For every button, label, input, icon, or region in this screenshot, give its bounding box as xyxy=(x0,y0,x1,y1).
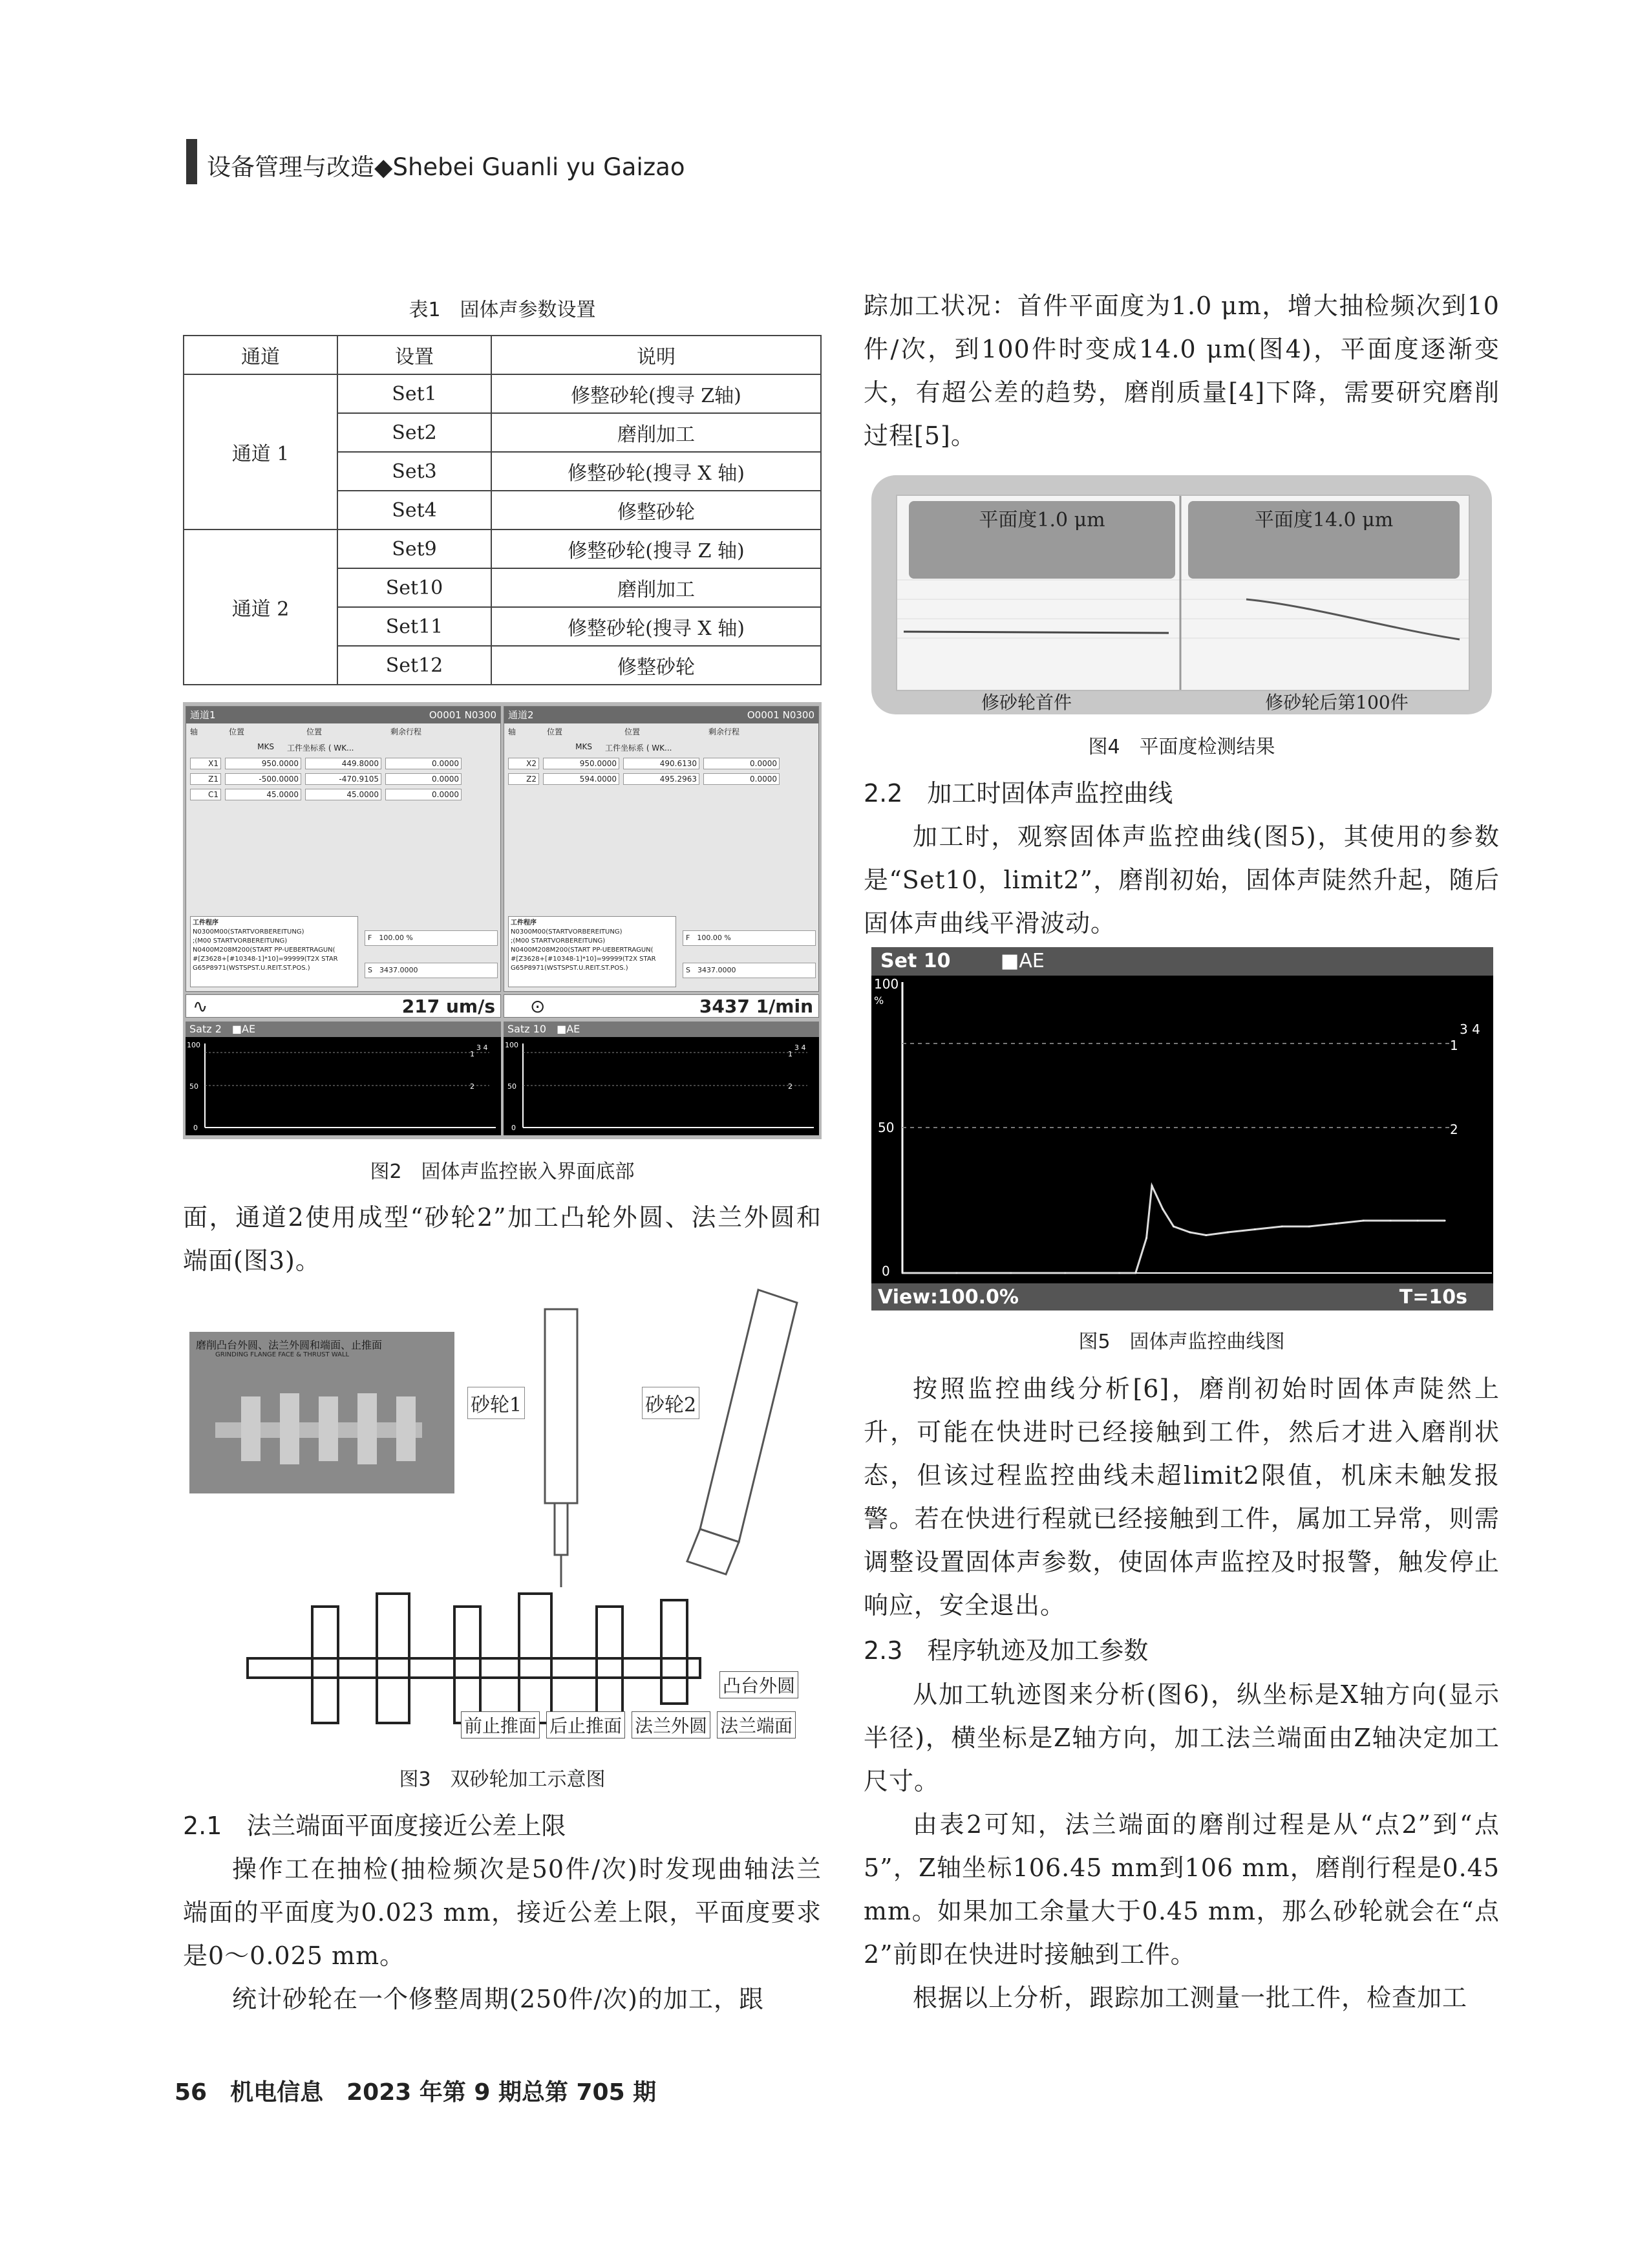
ae-data-point xyxy=(1254,1228,1256,1230)
cnc-axis-cell: 950.0000 xyxy=(225,758,301,769)
mini-y-tick: 50 xyxy=(189,1082,198,1091)
cnc-axis-cell: 0.0000 xyxy=(385,773,462,785)
paragraph xyxy=(864,284,1500,458)
paragraph-text: 按照监控曲线分析[6]，磨削初始时固体声陡然上升，可能在快进时已经接触到工件，然后才进入磨削状态，但该过程监控曲线未超limit2限值，机床未触发报警。若在快进行程就已经接触到工件，属加工异常，则需调整设置固体声参数，使固体声监控及时报警，触发停止响应，安全退出。 xyxy=(864,1375,1500,1620)
paragraph-text: 从加工轨迹图来分析(图6)，纵坐标是X轴方向(显示半径)，横坐标是Z轴方向，加工法兰端面由Z轴决定加工尺寸。 xyxy=(864,1680,1500,1795)
cnc-subheader-cell: MKS xyxy=(575,742,592,751)
ae-data-point xyxy=(1390,1220,1392,1222)
limit-mark: 3 4 xyxy=(1460,1022,1480,1037)
paragraph-text: 操作工在抽检(抽检频次是50件/次)时发现曲轴法兰端面的平面度为0.023 mm，接近公差上限，平面度要求是0～0.025 mm。 xyxy=(183,1855,822,1970)
photo-subtitle: GRINDING FLANGE FACE & THRUST WALL xyxy=(215,1351,350,1358)
cnc-panel-channel2 xyxy=(504,706,819,992)
spindle-value: 3437.0000 xyxy=(697,966,736,974)
limit-mark: 1 xyxy=(1450,1038,1458,1053)
fig5-caption: 图5 固体声监控曲线图 xyxy=(1078,1331,1285,1353)
y-unit-label: % xyxy=(874,994,884,1007)
label-rear-thrust: 后止推面 xyxy=(546,1711,625,1738)
ae-data-point xyxy=(1281,1226,1283,1228)
chart-title: Set 10 xyxy=(880,950,951,972)
cnc-header-cell: 位置 xyxy=(306,727,323,736)
spindle-label: S xyxy=(686,966,690,974)
cnc-subheader-row xyxy=(186,740,500,756)
section-heading: 2.3 程序轨迹及加工参数 xyxy=(864,1636,1149,1665)
ae-data-point xyxy=(955,1272,957,1274)
cnc-axis-cell: -470.9105 xyxy=(305,773,381,785)
paragraph-text: 统计砂轮在一个修整周期(250件/次)的加工，跟 xyxy=(232,1985,764,2013)
table-cell: 修整砂轮(搜寻 Z 轴) xyxy=(491,530,821,568)
table-cell: 磨削加工 xyxy=(491,568,821,607)
cnc-program-title: 工件程序 xyxy=(193,919,218,926)
ae-data-point xyxy=(1151,1185,1153,1187)
label-front-thrust: 前止推面 xyxy=(461,1711,540,1738)
table-row xyxy=(184,374,821,413)
spindle-label: S xyxy=(368,966,372,974)
ae-data-point xyxy=(1308,1226,1310,1228)
cnc-axis-cell: Z1 xyxy=(190,773,221,785)
cnc-panel-title xyxy=(504,707,818,723)
table-cell: 磨削加工 xyxy=(491,413,821,452)
cnc-axis-cell: 490.6130 xyxy=(623,758,699,769)
fig3-diagram xyxy=(183,1283,822,1749)
ae-data-point xyxy=(1205,1234,1207,1236)
table-cell: Set9 xyxy=(337,530,491,568)
view-readout: View:100.0% xyxy=(878,1286,1019,1309)
fig2-cnc-screenshot xyxy=(183,702,822,1139)
table-cell-channel: 通道 2 xyxy=(184,530,337,685)
cnc-axis-row xyxy=(504,756,818,771)
table-cell: Set11 xyxy=(337,607,491,646)
channel-name: 通道1 xyxy=(190,709,216,721)
mini-chart-legend: AE xyxy=(242,1023,256,1035)
mini-y-tick: 50 xyxy=(507,1082,516,1091)
flatness-label-100th: 平面度14.0 μm xyxy=(1188,501,1460,579)
speed-value: 217 um/s xyxy=(401,996,495,1017)
ae-data-point xyxy=(1444,1220,1446,1222)
section-body xyxy=(864,815,1500,945)
table1 xyxy=(183,335,822,685)
mini-chart-plot xyxy=(186,1037,501,1135)
table1-caption: 表1 固体声参数设置 xyxy=(409,299,596,321)
chart-footer xyxy=(871,1283,1493,1311)
cnc-feed-field xyxy=(365,930,498,946)
paragraph-text: 踪加工状况：首件平面度为1.0 μm，增大抽检频次到10件/次，到100件时变成14.0 μm(图4)，平面度逐渐变大，有超公差的趋势，磨削质量[4]下降，需要研究磨削过程[5]。 xyxy=(864,292,1500,450)
cnc-program-line: G65P8971(WSTSPST.U.REIT.ST.POS.) xyxy=(511,965,628,972)
spindle-icon: ⊙ xyxy=(530,996,546,1017)
table-cell: Set1 xyxy=(337,374,491,413)
cnc-axis-row xyxy=(186,787,500,802)
cnc-program-box xyxy=(508,916,676,987)
spindle-speed-readout xyxy=(504,994,819,1018)
ae-data-point xyxy=(1417,1220,1419,1222)
table-cell: 修整砂轮(搜寻 X 轴) xyxy=(491,607,821,646)
ae-data-point xyxy=(1162,1208,1164,1210)
ae-data-point xyxy=(1134,1272,1136,1274)
ae-data-point xyxy=(1363,1220,1365,1222)
label-flange-face: 法兰端面 xyxy=(717,1711,796,1738)
cnc-axis-cell: X2 xyxy=(508,758,539,769)
cnc-program-box xyxy=(190,916,358,987)
cnc-header-cell: 剩余行程 xyxy=(390,727,422,736)
cnc-spindle-field xyxy=(683,963,816,978)
table-cell: 修整砂轮(搜寻 Z轴) xyxy=(491,374,821,413)
limit-mark: 2 xyxy=(1450,1122,1458,1137)
cnc-axis-cell: 0.0000 xyxy=(385,758,462,769)
cnc-subheader-cell: 工件坐标系 ( WK... xyxy=(605,744,672,753)
cnc-header-cell: 位置 xyxy=(547,727,563,736)
table-cell: Set10 xyxy=(337,568,491,607)
paragraph-text: 由表2可知，法兰端面的磨削过程是从“点2”到“点5”，Z轴坐标106.45 mm到106 mm，磨削行程是0.45 mm。如果加工余量大于0.45 mm，那么砂轮就会在“点2”前即在快进时接触到工件。 xyxy=(864,1810,1500,1969)
cnc-program-line: N0400M208M200(START PP-UEBERTRAGUN( xyxy=(193,947,335,954)
cnc-axis-cell: 45.0000 xyxy=(305,789,381,800)
cnc-axis-cell: -500.0000 xyxy=(225,773,301,785)
cnc-axis-cell: 0.0000 xyxy=(703,758,780,769)
mini-limit-mark: 3 4 xyxy=(476,1043,488,1052)
feed-value: 100.00 % xyxy=(697,934,731,942)
table-cell: 修整砂轮(搜寻 X 轴) xyxy=(491,452,821,491)
chart-paper xyxy=(896,495,1470,691)
table-header-cell: 说明 xyxy=(491,336,821,374)
mini-chart-set: Satz 10 xyxy=(507,1023,547,1035)
cnc-header-row xyxy=(186,723,500,740)
ae-data-point xyxy=(1010,1272,1012,1274)
mini-y-tick: 0 xyxy=(193,1124,198,1132)
feed-speed-readout xyxy=(186,994,501,1018)
ae-data-point xyxy=(1173,1226,1175,1228)
cnc-spindle-field xyxy=(365,963,498,978)
cnc-panel-channel1 xyxy=(186,706,501,992)
fig4-caption: 图4 平面度检测结果 xyxy=(1088,736,1275,758)
table-cell: 修整砂轮 xyxy=(491,646,821,685)
table-cell: Set4 xyxy=(337,491,491,530)
chart-header xyxy=(871,947,1493,976)
ae-series-line xyxy=(902,1186,1445,1273)
table-cell: Set2 xyxy=(337,413,491,452)
table-row xyxy=(184,530,821,568)
fig4-bottom-label-first: 修砂轮首件 xyxy=(981,692,1072,713)
program-id: O0001 N0300 xyxy=(429,709,496,721)
mini-limit-mark: 2 xyxy=(470,1082,474,1091)
cnc-header-row xyxy=(504,723,818,740)
fig5-ae-chart xyxy=(871,947,1493,1311)
mini-limit-mark: 2 xyxy=(788,1082,793,1091)
cnc-program-line: N0400M208M200(START PP-UEBERTRAGUN( xyxy=(511,947,654,954)
table-cell: Set3 xyxy=(337,452,491,491)
cnc-subheader-row xyxy=(504,740,818,756)
cnc-subheader-cell: MKS xyxy=(257,742,274,751)
table-header-row xyxy=(184,336,821,374)
mini-chart-plot xyxy=(504,1037,819,1135)
mini-y-tick: 100 xyxy=(187,1041,200,1049)
feed-label: F xyxy=(686,934,690,942)
table-cell: 修整砂轮 xyxy=(491,491,821,530)
speed-value: 3437 1/min xyxy=(699,996,813,1017)
ae-data-point xyxy=(1335,1223,1337,1225)
label-boss-od: 凸台外圆 xyxy=(719,1671,798,1698)
y-tick-label: 50 xyxy=(878,1120,895,1135)
fig3-caption: 图3 双砂轮加工示意图 xyxy=(399,1768,606,1791)
section-heading: 2.1 法兰端面平面度接近公差上限 xyxy=(183,1812,566,1840)
ae-data-point xyxy=(1064,1272,1066,1274)
cnc-header-cell: 位置 xyxy=(624,727,641,736)
label-flange-od: 法兰外圆 xyxy=(632,1711,710,1738)
table-header-cell: 通道 xyxy=(184,336,337,374)
cnc-axis-cell: 594.0000 xyxy=(543,773,619,785)
header-bar xyxy=(186,139,197,184)
fig2-caption: 图2 固体声监控嵌入界面底部 xyxy=(370,1161,635,1183)
y-tick-label: 0 xyxy=(882,1263,890,1279)
mini-y-tick: 100 xyxy=(505,1041,518,1049)
paragraph xyxy=(864,1367,1500,1627)
channel-name: 通道2 xyxy=(508,709,534,721)
feed-value: 100.00 % xyxy=(379,934,413,942)
ae-data-point xyxy=(1227,1232,1229,1234)
cnc-axis-row xyxy=(186,771,500,787)
chart-legend: ■AE xyxy=(1001,950,1045,972)
cnc-program-line: N0300M00(STARTVORBEREITUNG) xyxy=(193,928,304,936)
cnc-axis-row xyxy=(504,771,818,787)
mini-chart-set: Satz 2 xyxy=(189,1023,222,1035)
wheel1-label: 砂轮1 xyxy=(467,1387,525,1419)
paragraph-text: 加工时，观察固体声监控曲线(图5)，其使用的参数是“Set10，limit2”，磨削初始，固体声陡然升起，随后固体声曲线平滑波动。 xyxy=(864,822,1500,937)
section-heading: 2.2 加工时固体声监控曲线 xyxy=(864,779,1173,808)
mini-limit-mark: 1 xyxy=(470,1050,474,1058)
cnc-feed-field xyxy=(683,930,816,946)
wheel2-label: 砂轮2 xyxy=(642,1387,699,1419)
cnc-axis-cell: 0.0000 xyxy=(703,773,780,785)
section-body xyxy=(183,1848,822,2021)
cnc-program-line: ;(M00 STARTVORBEREITUNG) xyxy=(193,937,288,945)
program-id: O0001 N0300 xyxy=(747,709,814,721)
cnc-header-cell: 剩余行程 xyxy=(708,727,740,736)
wave-icon: ∿ xyxy=(193,996,208,1017)
flatness-label-first: 平面度1.0 μm xyxy=(909,501,1175,579)
cnc-program-title: 工件程序 xyxy=(511,919,537,926)
cnc-axis-row xyxy=(186,756,500,771)
spindle-value: 3437.0000 xyxy=(379,966,418,974)
cnc-axis-cell: 0.0000 xyxy=(385,789,462,800)
cnc-axis-cell: 495.2963 xyxy=(623,773,699,785)
journal-header: 设备管理与改造◆Shebei Guanli yu Gaizao xyxy=(207,153,685,181)
y-tick-label: 100 xyxy=(874,976,899,992)
cnc-axis-cell: X1 xyxy=(190,758,221,769)
cnc-axis-cell: 45.0000 xyxy=(225,789,301,800)
photo-title: 磨削凸台外圆、法兰外圆和端面、止推面 xyxy=(196,1339,383,1351)
table-header-cell: 设置 xyxy=(337,336,491,374)
ae-data-point xyxy=(1145,1237,1147,1239)
mini-limit-mark: 1 xyxy=(788,1050,793,1058)
cnc-header-cell: 轴 xyxy=(508,727,516,736)
table-cell: Set12 xyxy=(337,646,491,685)
cnc-program-line: N0300M00(STARTVORBEREITUNG) xyxy=(511,928,622,936)
ae-data-point xyxy=(1118,1272,1120,1274)
paragraph-text: 面，通道2使用成型“砂轮2”加工凸轮外圆、法兰外圆和端面(图3)。 xyxy=(183,1203,822,1275)
time-readout: T=10s xyxy=(1399,1286,1467,1309)
table-cell-channel: 通道 1 xyxy=(184,374,337,530)
cnc-program-line: #[Z3628+[#10348-1]*10]=99999(T2X STAR xyxy=(193,956,338,963)
cnc-axis-cell: Z2 xyxy=(508,773,539,785)
fig4-bottom-label-100th: 修砂轮后第100件 xyxy=(1265,692,1409,713)
page-footer: 56 机电信息 2023 年第 9 期总第 705 期 xyxy=(175,2079,657,2106)
cnc-axis-cell: C1 xyxy=(190,789,221,800)
cnc-axis-cell: 950.0000 xyxy=(543,758,619,769)
paragraph-text: 根据以上分析，跟踪加工测量一批工件，检查加工 xyxy=(913,1984,1468,2012)
legend-label: AE xyxy=(1019,950,1045,972)
ae-data-point xyxy=(1189,1232,1191,1234)
cnc-panel-title xyxy=(186,707,500,723)
fig4-flatness-result xyxy=(871,475,1492,714)
cnc-program-line: #[Z3628+[#10348-1]*10]=99999(T2X STAR xyxy=(511,956,656,963)
ae-mini-chart-right xyxy=(504,1022,819,1135)
feed-label: F xyxy=(368,934,372,942)
ae-mini-chart-left xyxy=(186,1022,501,1135)
chart-plot xyxy=(871,976,1493,1283)
paragraph xyxy=(183,1196,822,1283)
cnc-program-line: G65P8971(WSTSPST.U.REIT.ST.POS.) xyxy=(193,965,310,972)
cnc-header-cell: 轴 xyxy=(190,727,198,736)
mini-chart-title: Satz 2 ■AE xyxy=(186,1022,501,1037)
mini-y-tick: 0 xyxy=(511,1124,516,1132)
mini-chart-legend: AE xyxy=(566,1023,580,1035)
cnc-header-cell: 位置 xyxy=(229,727,245,736)
cnc-program-line: ;(M00 STARTVORBEREITUNG) xyxy=(511,937,606,945)
mini-limit-mark: 3 4 xyxy=(794,1043,806,1052)
mini-chart-title: Satz 10 ■AE xyxy=(504,1022,819,1037)
section-body xyxy=(864,1673,1500,2020)
cnc-axis-cell: 449.8000 xyxy=(305,758,381,769)
cnc-subheader-cell: 工件坐标系 ( WK... xyxy=(287,744,354,753)
ae-data-point xyxy=(902,1272,904,1274)
